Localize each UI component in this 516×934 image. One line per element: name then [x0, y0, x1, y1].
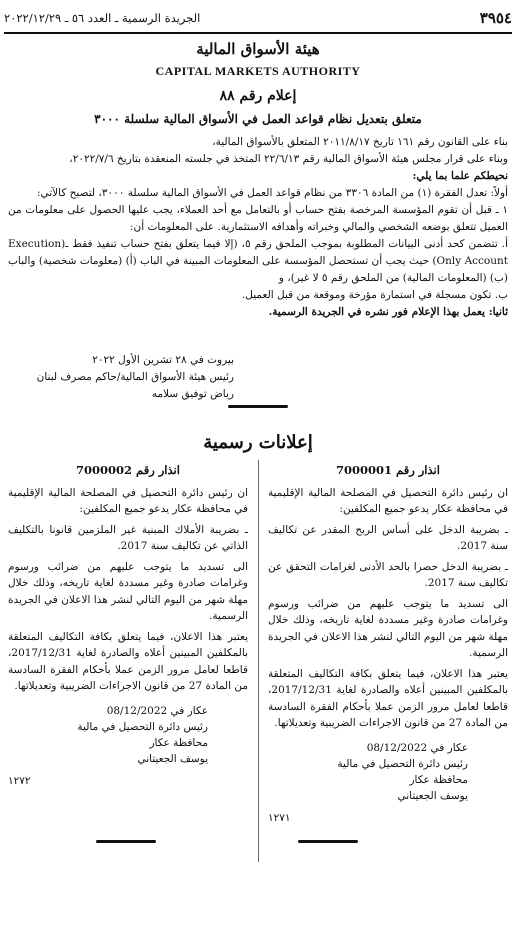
notice-sig-name: يوسف الجعيتاني [397, 789, 468, 802]
page-header [4, 4, 512, 34]
notice-paragraph: ـ بضريبة الدخل على أساس الربح المقدر عن تكاليف سنة 2017. [268, 523, 508, 552]
journal-info: الجريدة الرسمية ـ العدد ٥٦ ـ ٢٠٢٢/١٢/٢٩ [4, 11, 201, 25]
notice-sig-date: عكار في 08/12/2022 [366, 741, 468, 754]
notice-sig-place: محافظة عكار [409, 773, 468, 786]
divider [228, 405, 288, 408]
notice-paragraph: يعتبر هذا الاعلان، فيما يتعلق بكافة التكاليف المتعلقة بالمكلفين المبينين أعلاه والصادرة لغاية 2017/12/31، قاطعا لعامل مرور الزمن عملا بأحكام الفقرة السادسة من المادة 27 من قانون الاجراءات الضريبية وتعديلاتها. [268, 667, 508, 729]
body-paragraph: ب. تكون مسجلة في استمارة مؤرخة وموقعة من قبل العميل. [241, 289, 508, 301]
signature-name: رياض توفيق سلامه [151, 388, 234, 400]
notice-signature [268, 740, 508, 804]
notice-code: ١٢٧١ [268, 811, 291, 824]
signature-place-date: بيروت في ٢٨ تشرين الأول ٢٠٢٢ [92, 354, 234, 366]
notice-title: متعلق بتعديل نظام قواعد العمل في الأسواق المالية سلسلة ٣٠٠٠ [94, 112, 422, 126]
body-paragraph: ١ ـ قبل أن تقوم المؤسسة المرخصة بفتح حساب أو بالتعامل مع أحد العملاء، يجب عليها الحصول على معلومات من العميل تتعلق بوضعه الشخصي والمالي وخبراته وأهدافه الاستثمارية. على المعلومات أن: [8, 204, 508, 233]
signature-block [14, 352, 234, 403]
notice-number: إعلام رقم ٨٨ [219, 88, 297, 104]
notice-sig-title: رئيس دائرة التحصيل في مالية [77, 720, 208, 733]
notice-paragraph: ـ بضريبة الدخل حصرا بالحد الأدنى لغرامات التحقق عن تكاليف سنة 2017. [268, 560, 508, 589]
body-paragraph: وبناء على قرار مجلس هيئة الأسواق المالية رقم ٢٢/٦/١٣ المتخذ في جلسته المنعقدة بتاريخ ٢٠٢٢/٧/٦، [69, 153, 508, 165]
notice-sig-place: محافظة عكار [149, 736, 208, 749]
authority-name-en: CAPITAL MARKETS AUTHORITY [155, 64, 361, 78]
body-paragraph: أولاً: تعدل الفقرة (١) من المادة ٣٣٠٦ من نظام قواعد العمل في الأسواق المالية سلسلة ٣٠٠٠، لتصبح كالآتي: [36, 187, 508, 199]
notice-sig-name: يوسف الجعيتاني [137, 752, 208, 765]
notice-column-1 [268, 462, 508, 826]
notice-paragraph: الى تسديد ما يتوجب عليهم من ضرائب ورسوم وغرامات صادرة وغير مسددة لغاية تاريخه، وذلك خلال مهلة شهر من اليوم التالي لنشر هذا الاعلان في الجريدة الرسمية. [8, 560, 248, 622]
body-paragraph: أ. تتضمن كحد أدنى البيانات المطلوبة بموجب الملحق رقم ٥، (إلا فيما يتعلق بفتح حساب تنفيذ فقط ـ(Execution Only Account) حيث يجب أن تستحصل المؤسسة على المعلومات المبينة في الباب (أ) (معلومات شخصية) والباب (ب) (المعلومات المالية) من الملحق رقم ٥ لا غير)، و [8, 238, 508, 284]
authority-name-ar: هيئة الأسواق المالية [196, 40, 320, 58]
page-number: ٣٩٥٤ [479, 9, 512, 27]
notice-sig-title: رئيس دائرة التحصيل في مالية [337, 757, 468, 770]
notice-sig-date: عكار في 08/12/2022 [106, 704, 208, 717]
column-separator [258, 460, 259, 862]
notice-paragraph: ـ بضريبة الأملاك المبنية غير الملزمين قانونا بالتكليف الذاتي عن تكاليف سنة 2017. [8, 523, 248, 552]
body-paragraph: نحيطكم علما بما يلي: [412, 170, 508, 182]
notice-column-2 [8, 462, 248, 789]
signature-title: رئيس هيئة الأسواق المالية/حاكم مصرف لبنان [36, 371, 234, 383]
notice-paragraph: ان رئيس دائرة التحصيل في المصلحة المالية الإقليمية في محافظة عكار يدعو جميع المكلفين: [268, 486, 508, 515]
notice-paragraph: ان رئيس دائرة التحصيل في المصلحة المالية الإقليمية في محافظة عكار يدعو جميع المكلفين: [8, 486, 248, 515]
divider [96, 840, 156, 843]
divider [298, 840, 358, 843]
notice-title-1: انذار رقم 7000001 [336, 463, 440, 477]
notice-paragraph: الى تسديد ما يتوجب عليهم من ضرائب ورسوم وغرامات صادرة وغير مسددة لغاية تاريخه، وذلك خلال مهلة شهر من اليوم التالي لنشر هذا الاعلان في الجريدة الرسمية. [268, 597, 508, 659]
section-title: إعلانات رسمية [203, 432, 313, 453]
notice-title-2: انذار رقم 7000002 [76, 463, 180, 477]
notice-code: ١٢٧٢ [8, 774, 31, 787]
notice-body [8, 134, 508, 321]
notice-paragraph: يعتبر هذا الاعلان، فيما يتعلق بكافة التكاليف المتعلقة بالمكلفين المبينين أعلاه والصادرة لغاية 2017/12/31، قاطعا لعامل مرور الزمن عملا بأحكام الفقرة السادسة من المادة 27 من قانون الاجراءات الضريبية وتعديلاتها. [8, 630, 248, 692]
notice-signature [8, 703, 248, 767]
body-paragraph: بناء على القانون رقم ١٦١ تاريخ ٢٠١١/٨/١٧ المتعلق بالأسواق المالية، [212, 136, 508, 148]
body-paragraph: ثانيا: يعمل بهذا الإعلام فور نشره في الجريدة الرسمية. [268, 306, 508, 318]
